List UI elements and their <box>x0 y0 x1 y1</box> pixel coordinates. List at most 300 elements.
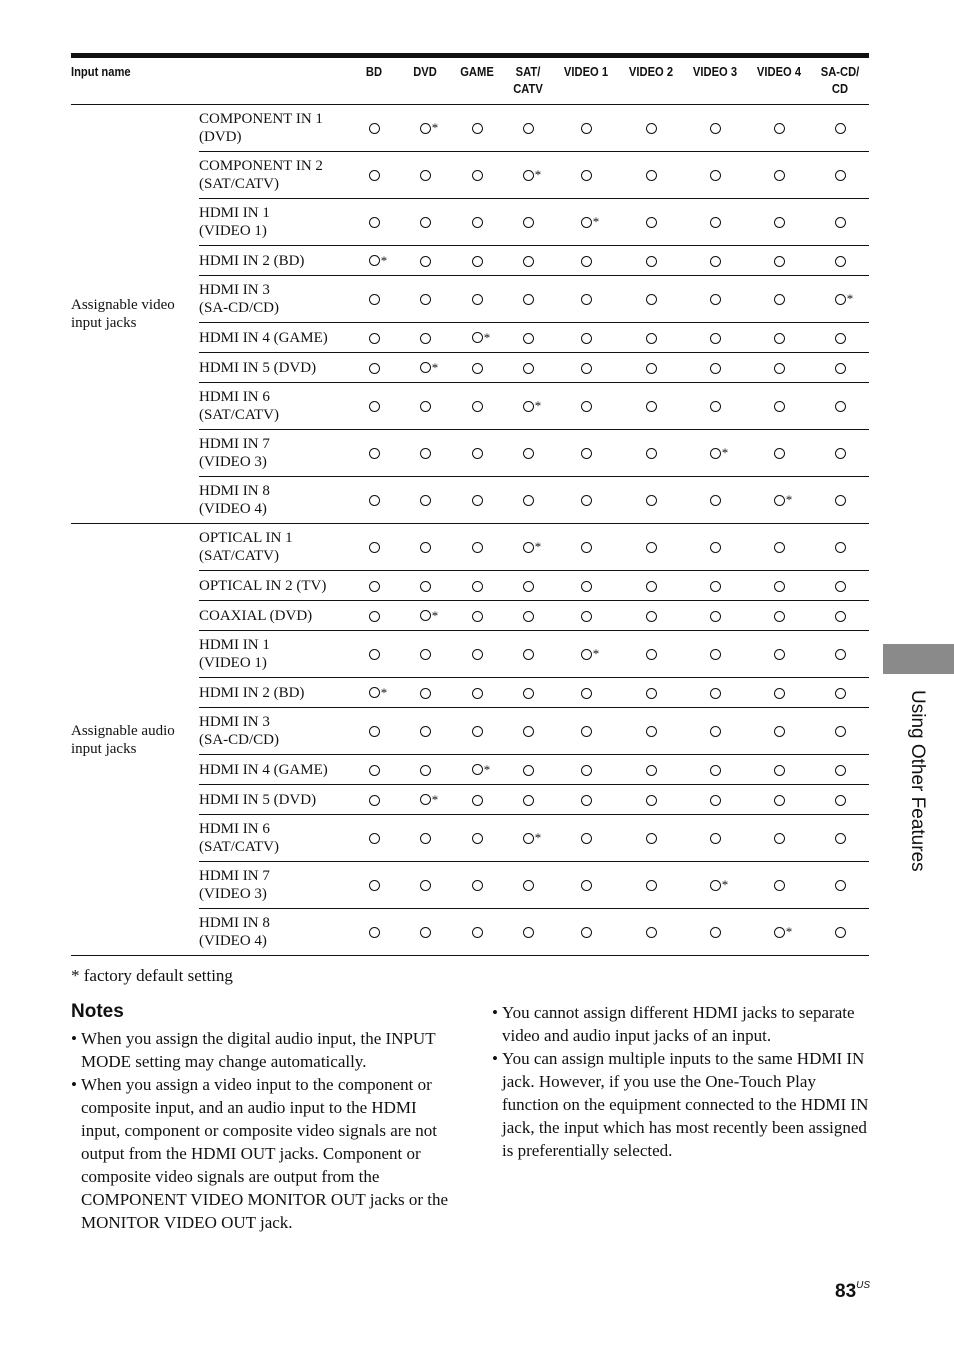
assignable-circle-icon <box>420 794 431 805</box>
assignable-cell <box>503 631 553 678</box>
assignable-circle-icon <box>646 333 657 344</box>
assignable-circle-icon <box>581 581 592 592</box>
assignable-circle-icon <box>369 495 380 506</box>
default-asterisk: * <box>785 492 793 508</box>
assignable-circle-icon <box>523 495 534 506</box>
assignable-circle-icon <box>523 611 534 622</box>
assignable-cell <box>747 785 811 815</box>
assignable-cell <box>811 571 869 601</box>
assignable-cell <box>683 755 747 785</box>
assignable-circle-icon <box>369 649 380 660</box>
assignable-cell <box>811 909 869 956</box>
assignable-circle-icon <box>710 217 721 228</box>
default-asterisk: * <box>534 398 542 414</box>
section-side-label <box>906 690 932 900</box>
assignable-circle-icon <box>835 401 846 412</box>
assignable-cell <box>553 862 619 909</box>
assignable-circle-icon <box>523 256 534 267</box>
assignable-circle-icon <box>581 170 592 181</box>
assignable-circle-icon <box>369 333 380 344</box>
note-item: • When you assign a video input to the component or composite input, and an audio input to the HDMI input, component or composite video signals are not output from the HDMI OUT jacks. Component or composite video signals are output from the COMPONENT VIDEO MONITOR OUT jacks or the MONITOR VIDEO OUT jack. <box>71 1073 451 1234</box>
table-row <box>71 524 869 571</box>
default-asterisk: * <box>431 607 439 623</box>
assignable-circle-icon <box>523 833 534 844</box>
assignable-cell <box>619 524 683 571</box>
assignable-circle-icon <box>420 333 431 344</box>
input-jack-name: COMPONENT IN 2 (SAT/CATV) <box>199 152 349 199</box>
assignable-cell <box>503 323 553 353</box>
assignable-circle-icon <box>710 688 721 699</box>
assignable-circle-icon <box>646 401 657 412</box>
assignable-circle-icon <box>472 726 483 737</box>
assignable-cell <box>811 246 869 276</box>
assignable-circle-icon <box>581 649 592 660</box>
assignable-circle-icon <box>523 542 534 553</box>
assignable-cell <box>747 105 811 152</box>
assignable-cell <box>451 276 503 323</box>
assignable-circle-icon <box>420 495 431 506</box>
assignable-cell <box>683 105 747 152</box>
assignable-circle-icon <box>472 256 483 267</box>
assignable-circle-icon <box>581 611 592 622</box>
assignable-circle-icon <box>774 765 785 776</box>
assignable-circle-icon <box>523 217 534 228</box>
assignable-cell <box>811 708 869 755</box>
assignable-circle-icon <box>472 332 483 343</box>
assignable-cell <box>747 430 811 477</box>
assignable-circle-icon <box>710 649 721 660</box>
assignable-cell <box>619 199 683 246</box>
assignable-cell <box>683 571 747 601</box>
assignable-circle-icon <box>472 581 483 592</box>
assignable-cell <box>619 862 683 909</box>
assignable-cell <box>399 909 451 956</box>
assignable-circle-icon <box>774 833 785 844</box>
table-body <box>71 105 869 956</box>
assignable-circle-icon <box>774 294 785 305</box>
assignable-cell <box>399 477 451 524</box>
assignable-circle-icon <box>420 610 431 621</box>
header-bd: BD <box>353 56 396 105</box>
assignable-circle-icon <box>369 363 380 374</box>
assignable-circle-icon <box>369 581 380 592</box>
page-number <box>835 1281 870 1303</box>
assignable-cell <box>619 353 683 383</box>
assignable-cell <box>349 601 399 631</box>
assignable-cell <box>349 785 399 815</box>
assignable-cell <box>747 571 811 601</box>
assignable-circle-icon <box>369 880 380 891</box>
assignable-cell <box>553 815 619 862</box>
row-group-label: Assignable audio input jacks <box>71 524 199 956</box>
assignable-cell <box>399 708 451 755</box>
assignable-circle-icon <box>472 833 483 844</box>
assignable-circle-icon <box>581 123 592 134</box>
assignable-cell <box>399 353 451 383</box>
assignable-cell <box>683 909 747 956</box>
header-input-name: Input name <box>71 56 310 105</box>
assignable-circle-icon <box>420 170 431 181</box>
assignable-circle-icon <box>523 795 534 806</box>
assignable-circle-icon <box>835 649 846 660</box>
assignable-circle-icon <box>369 726 380 737</box>
input-jack-name: HDMI IN 6 (SAT/CATV) <box>199 383 349 430</box>
assignable-circle-icon <box>523 363 534 374</box>
page-number-value: 83 <box>835 1281 857 1302</box>
assignable-cell <box>683 815 747 862</box>
assignable-cell <box>399 785 451 815</box>
assignable-circle-icon <box>835 217 846 228</box>
assignable-circle-icon <box>369 795 380 806</box>
assignable-circle-icon <box>646 927 657 938</box>
assignable-cell <box>399 383 451 430</box>
assignable-circle-icon <box>774 611 785 622</box>
assignable-cell <box>451 152 503 199</box>
assignable-cell <box>619 152 683 199</box>
assignable-cell <box>503 524 553 571</box>
assignable-cell <box>451 785 503 815</box>
assignable-cell <box>399 323 451 353</box>
default-asterisk: * <box>721 445 729 461</box>
assignable-circle-icon <box>646 542 657 553</box>
assignable-circle-icon <box>420 581 431 592</box>
input-assignment-table <box>71 53 869 956</box>
assignable-circle-icon <box>646 649 657 660</box>
assignable-circle-icon <box>835 688 846 699</box>
assignable-circle-icon <box>581 880 592 891</box>
assignable-circle-icon <box>420 362 431 373</box>
assignable-circle-icon <box>710 611 721 622</box>
assignable-cell <box>683 353 747 383</box>
assignable-cell <box>451 105 503 152</box>
assignable-circle-icon <box>369 123 380 134</box>
assignable-cell <box>399 815 451 862</box>
assignable-cell <box>399 524 451 571</box>
assignable-cell <box>683 152 747 199</box>
assignable-circle-icon <box>581 401 592 412</box>
default-asterisk: * <box>534 539 542 555</box>
assignable-circle-icon <box>369 294 380 305</box>
assignable-circle-icon <box>774 401 785 412</box>
assignable-cell <box>683 678 747 708</box>
assignable-cell <box>747 477 811 524</box>
assignable-circle-icon <box>710 880 721 891</box>
default-asterisk: * <box>380 252 388 268</box>
assignable-cell <box>553 152 619 199</box>
header-video3: VIDEO 3 <box>687 56 742 105</box>
assignable-circle-icon <box>581 363 592 374</box>
assignable-cell <box>683 477 747 524</box>
assignable-cell <box>503 276 553 323</box>
assignable-cell <box>553 199 619 246</box>
assignable-cell <box>503 909 553 956</box>
input-jack-name: HDMI IN 8 (VIDEO 4) <box>199 909 349 956</box>
assignable-cell <box>747 246 811 276</box>
assignable-circle-icon <box>420 401 431 412</box>
assignable-cell <box>553 246 619 276</box>
assignable-cell <box>451 755 503 785</box>
assignable-cell <box>503 785 553 815</box>
assignable-circle-icon <box>472 170 483 181</box>
assignable-cell <box>451 524 503 571</box>
assignable-circle-icon <box>774 170 785 181</box>
input-jack-name: HDMI IN 2 (BD) <box>199 246 349 276</box>
notes-right-column <box>492 1001 872 1162</box>
assignable-cell <box>619 785 683 815</box>
assignable-cell <box>683 631 747 678</box>
notes-left-column <box>71 1027 451 1234</box>
assignable-circle-icon <box>420 649 431 660</box>
assignable-cell <box>399 755 451 785</box>
assignable-cell <box>619 678 683 708</box>
section-tab-marker <box>883 644 954 674</box>
assignable-cell <box>503 383 553 430</box>
assignable-cell <box>747 276 811 323</box>
assignable-circle-icon <box>581 927 592 938</box>
assignable-cell <box>349 909 399 956</box>
assignable-circle-icon <box>523 765 534 776</box>
assignable-cell <box>747 323 811 353</box>
assignable-cell <box>747 383 811 430</box>
input-jack-name: COMPONENT IN 1 (DVD) <box>199 105 349 152</box>
assignable-circle-icon <box>369 833 380 844</box>
assignable-cell <box>399 105 451 152</box>
assignable-circle-icon <box>835 542 846 553</box>
assignable-cell <box>811 383 869 430</box>
default-asterisk: * <box>431 791 439 807</box>
assignable-cell <box>503 105 553 152</box>
assignable-circle-icon <box>835 294 846 305</box>
input-jack-name: HDMI IN 5 (DVD) <box>199 785 349 815</box>
assignable-circle-icon <box>710 363 721 374</box>
assignable-circle-icon <box>646 880 657 891</box>
assignable-cell <box>747 815 811 862</box>
assignable-circle-icon <box>774 448 785 459</box>
input-jack-name: COAXIAL (DVD) <box>199 601 349 631</box>
default-asterisk: * <box>592 214 600 230</box>
assignable-cell <box>683 601 747 631</box>
note-item: • You can assign multiple inputs to the same HDMI IN jack. However, if you use the One-Touch Play function on the equipment connected to the HDMI IN jack, the input which has most recently been assigned is preferentially selected. <box>492 1047 872 1162</box>
assignable-circle-icon <box>646 726 657 737</box>
assignable-cell <box>451 199 503 246</box>
assignable-cell <box>619 105 683 152</box>
assignable-cell <box>349 524 399 571</box>
assignable-cell <box>553 785 619 815</box>
input-jack-name: HDMI IN 1 (VIDEO 1) <box>199 631 349 678</box>
assignable-circle-icon <box>472 611 483 622</box>
assignable-circle-icon <box>835 833 846 844</box>
assignable-circle-icon <box>472 688 483 699</box>
assignable-cell <box>619 246 683 276</box>
assignable-circle-icon <box>581 542 592 553</box>
assignable-cell <box>349 246 399 276</box>
assignable-cell <box>811 524 869 571</box>
assignable-circle-icon <box>646 688 657 699</box>
assignable-circle-icon <box>523 649 534 660</box>
assignable-circle-icon <box>774 880 785 891</box>
assignable-circle-icon <box>420 927 431 938</box>
assignable-circle-icon <box>835 611 846 622</box>
assignable-circle-icon <box>581 688 592 699</box>
assignable-cell <box>683 276 747 323</box>
assignable-circle-icon <box>581 833 592 844</box>
assignable-circle-icon <box>523 927 534 938</box>
assignable-circle-icon <box>646 256 657 267</box>
assignable-cell <box>553 601 619 631</box>
assignable-cell <box>619 815 683 862</box>
assignable-circle-icon <box>420 294 431 305</box>
assignable-circle-icon <box>369 170 380 181</box>
assignable-circle-icon <box>774 495 785 506</box>
assignable-cell <box>811 199 869 246</box>
assignable-circle-icon <box>369 542 380 553</box>
assignable-cell <box>399 430 451 477</box>
assignable-circle-icon <box>710 795 721 806</box>
header-sa-cd-cd: SA-CD/ CD <box>815 56 865 105</box>
assignable-circle-icon <box>523 448 534 459</box>
assignable-circle-icon <box>581 294 592 305</box>
default-asterisk: * <box>431 359 439 375</box>
assignable-cell <box>349 477 399 524</box>
assignable-cell <box>683 862 747 909</box>
assignable-cell <box>683 199 747 246</box>
assignable-circle-icon <box>646 581 657 592</box>
assignable-cell <box>349 152 399 199</box>
assignable-cell <box>503 430 553 477</box>
assignable-cell <box>747 601 811 631</box>
page-number-suffix: US <box>856 1280 871 1291</box>
assignable-cell <box>503 199 553 246</box>
input-jack-name: HDMI IN 7 (VIDEO 3) <box>199 862 349 909</box>
assignable-cell <box>619 276 683 323</box>
default-asterisk: * <box>785 924 793 940</box>
default-asterisk: * <box>534 830 542 846</box>
assignable-cell <box>747 631 811 678</box>
assignable-circle-icon <box>710 542 721 553</box>
assignable-cell <box>553 631 619 678</box>
assignable-circle-icon <box>710 833 721 844</box>
assignable-circle-icon <box>420 833 431 844</box>
section-side-label-text: Using Other Features <box>907 690 928 872</box>
assignable-circle-icon <box>710 294 721 305</box>
header-game: GAME <box>455 56 500 105</box>
assignable-cell <box>503 708 553 755</box>
assignable-cell <box>553 909 619 956</box>
default-asterisk: * <box>483 329 491 345</box>
assignable-cell <box>553 323 619 353</box>
assignable-circle-icon <box>646 294 657 305</box>
assignable-cell <box>619 601 683 631</box>
assignable-cell <box>349 430 399 477</box>
assignable-cell <box>503 477 553 524</box>
assignable-circle-icon <box>369 611 380 622</box>
assignable-cell <box>553 571 619 601</box>
assignable-cell <box>553 105 619 152</box>
assignable-cell <box>747 708 811 755</box>
assignable-circle-icon <box>710 448 721 459</box>
assignable-circle-icon <box>835 256 846 267</box>
assignable-cell <box>349 276 399 323</box>
assignable-cell <box>349 631 399 678</box>
assignable-cell <box>747 152 811 199</box>
assignable-cell <box>747 678 811 708</box>
assignable-cell <box>349 323 399 353</box>
assignable-cell <box>683 708 747 755</box>
assignable-circle-icon <box>774 256 785 267</box>
assignable-circle-icon <box>710 123 721 134</box>
assignable-cell <box>399 276 451 323</box>
assignable-circle-icon <box>774 333 785 344</box>
assignable-circle-icon <box>581 726 592 737</box>
assignable-circle-icon <box>472 123 483 134</box>
assignable-circle-icon <box>369 255 380 266</box>
assignable-circle-icon <box>472 448 483 459</box>
assignable-circle-icon <box>835 170 846 181</box>
assignable-cell <box>811 815 869 862</box>
assignable-cell <box>349 815 399 862</box>
assignable-circle-icon <box>710 401 721 412</box>
assignable-circle-icon <box>581 495 592 506</box>
assignable-cell <box>747 755 811 785</box>
assignable-circle-icon <box>472 927 483 938</box>
assignable-circle-icon <box>420 217 431 228</box>
assignable-circle-icon <box>835 363 846 374</box>
assignable-cell <box>619 323 683 353</box>
assignable-circle-icon <box>523 123 534 134</box>
assignable-cell <box>553 708 619 755</box>
assignable-circle-icon <box>646 833 657 844</box>
assignable-circle-icon <box>581 765 592 776</box>
assignable-circle-icon <box>646 795 657 806</box>
assignable-cell <box>619 383 683 430</box>
assignable-circle-icon <box>472 217 483 228</box>
assignable-cell <box>451 246 503 276</box>
assignable-cell <box>399 246 451 276</box>
footnote: * factory default setting <box>71 966 233 985</box>
assignable-cell <box>349 862 399 909</box>
assignable-circle-icon <box>774 581 785 592</box>
row-group-label: Assignable video input jacks <box>71 105 199 524</box>
assignable-cell <box>451 477 503 524</box>
assignable-circle-icon <box>774 542 785 553</box>
assignable-cell <box>399 571 451 601</box>
header-video4: VIDEO 4 <box>751 56 806 105</box>
assignable-cell <box>349 353 399 383</box>
assignable-cell <box>349 708 399 755</box>
assignable-circle-icon <box>710 581 721 592</box>
assignable-circle-icon <box>420 256 431 267</box>
default-asterisk: * <box>431 120 439 136</box>
assignable-circle-icon <box>774 649 785 660</box>
assignable-cell <box>619 631 683 678</box>
assignable-cell <box>451 708 503 755</box>
assignable-cell <box>503 815 553 862</box>
default-asterisk: * <box>592 646 600 662</box>
assignable-cell <box>503 571 553 601</box>
assignable-cell <box>619 477 683 524</box>
assignable-cell <box>451 909 503 956</box>
assignable-cell <box>451 571 503 601</box>
assignable-circle-icon <box>710 927 721 938</box>
assignable-circle-icon <box>835 765 846 776</box>
assignable-cell <box>811 276 869 323</box>
assignable-cell <box>553 524 619 571</box>
assignable-circle-icon <box>472 363 483 374</box>
input-jack-name: HDMI IN 5 (DVD) <box>199 353 349 383</box>
assignable-circle-icon <box>523 294 534 305</box>
assignable-circle-icon <box>835 581 846 592</box>
assignable-circle-icon <box>369 765 380 776</box>
